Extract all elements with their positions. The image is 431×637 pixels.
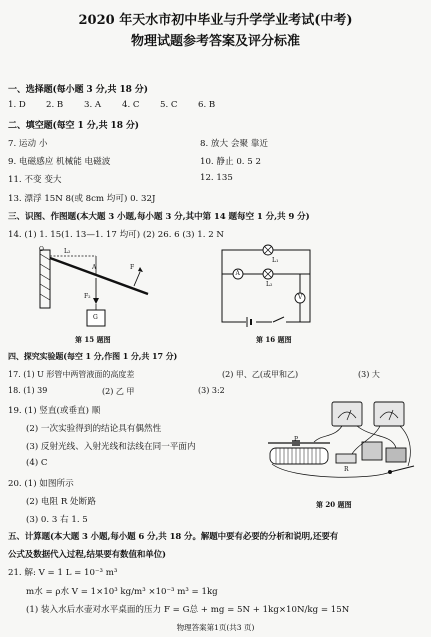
- answer-9: 9. 电磁感应 机械能 电磁波: [8, 157, 111, 167]
- choice-2: 2. B: [46, 100, 64, 110]
- section-calc-heading: 五、计算题(本大题 3 小题,每小题 6 分,共 18 分。解题中要有必要的分析和说明,还要有: [8, 532, 339, 542]
- answer-19-1: 19. (1) 竖直(或垂直) 顺: [8, 406, 101, 416]
- answer-11: 11. 不变 变大: [8, 175, 62, 185]
- voltmeter-label: V: [298, 294, 303, 301]
- lamp-l1-label: L₁: [272, 257, 279, 264]
- answer-18-3: (3) 3:2: [198, 386, 225, 395]
- answer-21-pressure-force: (1) 装入水后水壶对水平桌面的压力 F = G总 + mg = 5N + 1kg×10N/kg = 15N: [26, 605, 350, 615]
- figure-15-caption: 第 15 题图: [75, 335, 111, 344]
- answer-20-2: (2) 电阻 R 处断路: [26, 497, 96, 507]
- answer-8: 8. 放大 会聚 靠近: [200, 139, 268, 149]
- answer-17-3: (3) 大: [358, 370, 380, 379]
- answer-17-1: 17. (1) U 形管中两管液面的高度差: [8, 370, 135, 379]
- answer-20-1: 20. (1) 如图所示: [8, 479, 74, 489]
- answer-19-3: (3) 反射光线、入射光线和法线在同一平面内: [26, 442, 196, 452]
- answer-18-1: 18. (1) 39: [8, 386, 48, 395]
- lamp-l2-label: L₂: [266, 281, 273, 288]
- answer-21-volume: 21. 解: V = 1 L = 10⁻³ m³: [8, 568, 118, 578]
- answer-14: 14. (1) 1. 15(1. 13—1. 17 均可) (2) 26. 6 (3) 1. 2 N: [8, 230, 224, 240]
- answer-20-3: (3) 0. 3 右 1. 5: [26, 515, 88, 525]
- answer-13: 13. 漂浮 15N 8(或 8cm 均可) 0. 32J: [8, 194, 156, 204]
- label-a: A: [92, 264, 97, 271]
- choice-1: 1. D: [8, 100, 26, 110]
- section-choice-heading: 一、选择题(每小题 3 分,共 18 分): [8, 85, 148, 95]
- choice-6: 6. B: [198, 100, 216, 110]
- ammeter-label: A: [235, 270, 240, 277]
- label-f: F: [130, 264, 135, 271]
- answer-19-4: (4) C: [26, 458, 48, 468]
- experiment-apparatus-diagram: [262, 398, 422, 488]
- answer-19-2: (2) 一次实验得到的结论具有偶然性: [26, 424, 162, 434]
- figure-20-caption: 第 20 题图: [316, 500, 352, 509]
- label-l2: L₂: [64, 248, 71, 255]
- section-calc-heading-cont: 公式及数据代入过程,结果要有数值和单位): [8, 550, 166, 560]
- answer-21-mass: m水 = ρ水 V = 1×10³ kg/m³ ×10⁻³ m³ = 1kg: [26, 587, 218, 597]
- section-experiment-heading: 四、探究实验题(每空 1 分,作图 1 分,共 17 分): [8, 351, 178, 361]
- page-title: 2020 年天水市初中毕业与升学学业考试(中考): [78, 13, 353, 28]
- resistor-r-label: R: [344, 466, 349, 473]
- answer-18-2: (2) 乙 甲: [102, 387, 135, 396]
- label-o: O: [39, 246, 44, 253]
- choice-4: 4. C: [122, 100, 140, 110]
- label-f2: F₂: [84, 293, 91, 300]
- section-figure-heading: 三、识图、作图题(本大题 3 小题,每小题 3 分,其中第 14 题每空 1 分,共 9 分): [8, 212, 310, 222]
- figure-16-caption: 第 16 题图: [256, 335, 292, 344]
- slider-p-label: P: [294, 436, 299, 443]
- page-footer: 物理答案第1页(共3 页): [176, 623, 255, 632]
- answer-17-2: (2) 甲、乙(或甲和乙): [222, 370, 299, 379]
- choice-5: 5. C: [160, 100, 178, 110]
- choice-3: 3. A: [84, 100, 102, 110]
- answer-7: 7. 运动 小: [8, 139, 48, 149]
- answer-12: 12. 135: [200, 173, 233, 183]
- section-fill-heading: 二、填空题(每空 1 分,共 18 分): [8, 121, 139, 131]
- answer-10: 10. 静止 0. 5 2: [200, 157, 261, 167]
- label-g: G: [93, 314, 98, 321]
- page-subtitle: 物理试题参考答案及评分标准: [130, 34, 300, 49]
